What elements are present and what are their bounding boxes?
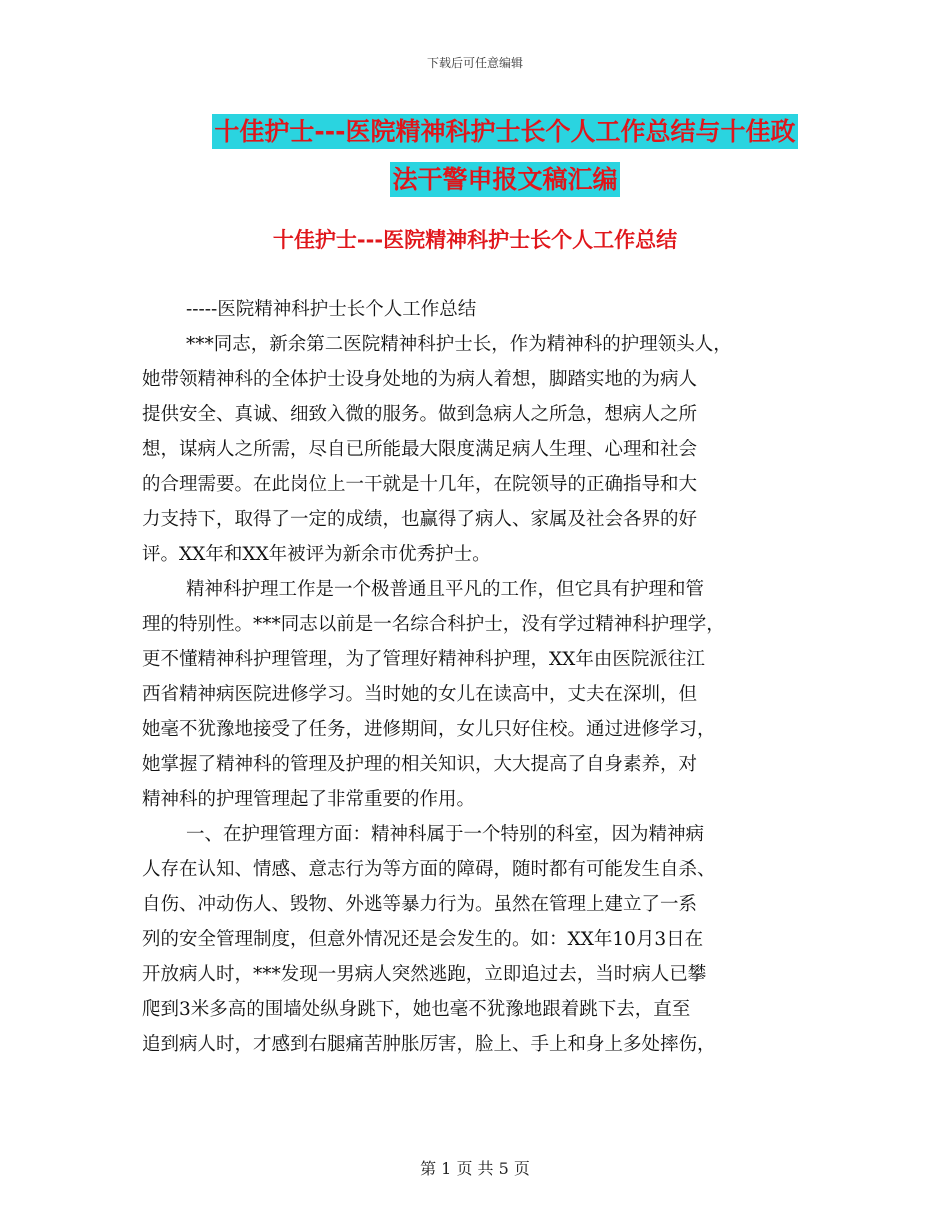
body-line: 想，谋病人之所需，尽自已所能最大限度满足病人生理、心理和社会 — [142, 439, 698, 460]
body-line: 开放病人时，***发现一男病人突然逃跑，立即追过去，当时病人已攀 — [142, 964, 707, 985]
body-line: 评。XX年和XX年被评为新余市优秀护士。 — [142, 544, 491, 565]
body-line: 人存在认知、情感、意志行为等方面的障碍，随时都有可能发生自杀、 — [142, 859, 716, 880]
body-text — [142, 292, 822, 1062]
body-line: ***同志，新余第二医院精神科护士长，作为精神科的护理领头人， — [186, 334, 732, 355]
body-line: 更不懂精神科护理管理，为了管理好精神科护理，XX年由医院派往江 — [142, 649, 705, 670]
document-title-line-1: 十佳护士---医院精神科护士长个人工作总结与十佳政 — [212, 114, 797, 149]
body-line: 力支持下，取得了一定的成绩，也赢得了病人、家属及社会各界的好 — [142, 509, 698, 530]
body-line: 她带领精神科的全体护士设身处地的为病人着想，脚踏实地的为病人 — [142, 369, 698, 390]
body-line: 精神科的护理管理起了非常重要的作用。 — [142, 789, 476, 810]
body-line: 一、在护理管理方面：精神科属于一个特别的科室，因为精神病 — [186, 824, 705, 845]
document-title — [170, 108, 840, 204]
body-line: 理的特别性。***同志以前是一名综合科护士，没有学过精神科护理学， — [142, 614, 725, 635]
body-line: 精神科护理工作是一个极普通且平凡的工作，但它具有护理和管 — [186, 579, 705, 600]
body-line: -----医院精神科护士长个人工作总结 — [186, 299, 477, 320]
body-line: 爬到3米多高的围墙处纵身跳下，她也毫不犹豫地跟着跳下去，直至 — [142, 999, 691, 1020]
body-line: 自伤、冲动伤人、毁物、外逃等暴力行为。虽然在管理上建立了一系 — [142, 894, 698, 915]
document-title-line-2: 法干警申报文稿汇编 — [390, 162, 619, 197]
body-line: 追到病人时，才感到右腿痛苦肿胀厉害，脸上、手上和身上多处摔伤， — [142, 1034, 716, 1055]
header-note: 下载后可任意编辑 — [426, 56, 523, 70]
body-line: 她毫不犹豫地接受了任务，进修期间，女儿只好住校。通过进修学习， — [142, 719, 716, 740]
body-line: 列的安全管理制度，但意外情况还是会发生的。如：XX年10月3日在 — [142, 929, 704, 950]
page-footer: 第 1 页 共 5 页 — [420, 1159, 530, 1178]
body-line: 的合理需要。在此岗位上一干就是十几年，在院领导的正确指导和大 — [142, 474, 698, 495]
body-line: 提供安全、真诚、细致入微的服务。做到急病人之所急，想病人之所 — [142, 404, 698, 425]
section-title: 十佳护士---医院精神科护士长个人工作总结 — [272, 228, 678, 252]
body-line: 西省精神病医院进修学习。当时她的女儿在读高中，丈夫在深圳，但 — [142, 684, 698, 705]
body-line: 她掌握了精神科的管理及护理的相关知识，大大提高了自身素养，对 — [142, 754, 698, 775]
